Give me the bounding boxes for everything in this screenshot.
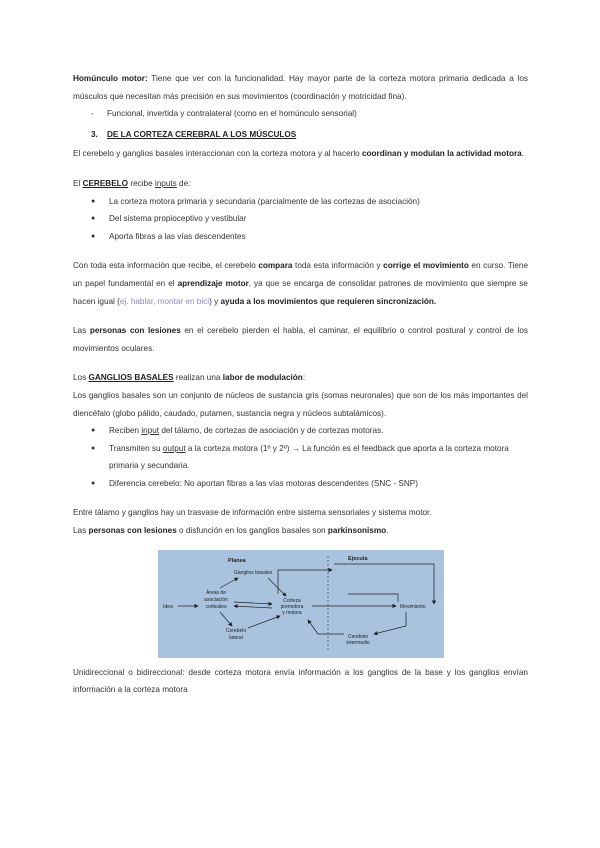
- cerebelo-bullet-list: [73, 193, 528, 246]
- text-span: El: [73, 178, 83, 188]
- node-ganglios-basales: Ganglios basales: [233, 569, 272, 576]
- text-span: .: [386, 526, 389, 536]
- text-span: en curso. Tiene un papel fundamental en el: [73, 261, 529, 288]
- text-span: .: [521, 149, 524, 159]
- spacer: [73, 357, 528, 369]
- text-span: o disfunción en los ganglios basales son: [176, 526, 328, 536]
- ganglios-bullet-list: [73, 422, 528, 492]
- bold-span: personas con lesiones: [89, 326, 181, 336]
- text-span: a la corteza motora (1º y 2º) → La función es el feedback que aporta a la corteza motora primaria y secundaria.: [109, 443, 509, 471]
- text-span: Las: [73, 526, 89, 536]
- bold-span: personas con lesiones: [88, 526, 177, 536]
- text-span: en el cerebelo pierden el habla, el caminar, el equilibrio o control postural y control de los movimientos oculares.: [73, 326, 528, 353]
- document-page: [73, 70, 528, 699]
- section-title: DE LA CORTEZA CEREBRAL A LOS MÚSCULOS: [107, 129, 297, 139]
- text-span: realizan una: [173, 373, 223, 383]
- node-cerebelo-lateral-line1: Cerebelo: [225, 627, 246, 634]
- inputs-term: inputs: [154, 178, 177, 188]
- node-cerebelo-intermedio-line1: Cerebelo: [347, 633, 368, 640]
- node-idea: Idea: [162, 603, 173, 610]
- list-item: - Funcional, invertida y contralateral (como en el homúnculo sensorial): [91, 105, 528, 123]
- paragraph-cerebelo-ganglios: [73, 145, 528, 163]
- paragraph-talamo: Entre tálamo y ganglios hay un trasvase de información entre sistema sensoriales y sistema motor.: [73, 508, 432, 518]
- node-corteza-line1: Corteza: [282, 597, 301, 604]
- diagram-svg: [158, 550, 444, 658]
- section-heading: [91, 126, 528, 144]
- text-span: del tálamo, de cortezas de asociación y de cortezas motoras.: [159, 426, 384, 436]
- text-span: recibe: [128, 178, 155, 188]
- node-areas-line3: corticales: [204, 603, 227, 610]
- label-ejecuta: Ejecuta: [347, 555, 368, 562]
- paragraph-direccional: Unidireccional o bidireccional: desde corteza motora envía información a los ganglios de la base y los ganglios envían información a la corteza motora: [73, 667, 528, 695]
- paragraph-lesiones-ganglios: [73, 522, 528, 540]
- text-span: Las: [73, 326, 90, 336]
- text-span: Los: [73, 373, 89, 383]
- node-cerebelo-lateral-line2: lateral: [228, 634, 243, 641]
- ganglios-term: GANGLIOS BASALES: [88, 373, 174, 383]
- spacer: [73, 310, 528, 322]
- node-areas-line2: asociación: [203, 596, 228, 603]
- spacer: [73, 245, 528, 257]
- list-item: [91, 422, 528, 440]
- cerebelo-term: CEREBELO: [82, 178, 129, 188]
- homunculo-text: Tiene que ver con la funcionalidad. Hay mayor parte de la corteza motora primaria dedicada a los músculos que necesitan más precisión en sus movimientos (coordinación y motricidad fina).: [73, 74, 528, 101]
- list-item: ● Del sistema propioceptivo y vestibular: [91, 210, 528, 228]
- dash-list: [73, 105, 528, 123]
- bold-span: compara: [258, 261, 293, 271]
- homunculo-term: Homúnculo motor:: [73, 74, 148, 83]
- list-item: [91, 440, 528, 475]
- text-span: Con toda esta información que recibe, el cerebelo: [73, 261, 259, 271]
- text-span: de:: [176, 178, 191, 188]
- node-areas-line1: Áreas de: [205, 589, 226, 596]
- spacer: [73, 492, 528, 504]
- paragraph-ganglios-intro: [73, 369, 528, 387]
- bold-span: labor de modulación: [222, 373, 303, 383]
- text-span: , ya que se encarga de consolidar patrones de movimiento que siempre se hacen igual (: [73, 278, 528, 306]
- node-cerebelo-intermedio-line2: intermedio: [345, 639, 370, 646]
- node-corteza-line3: y motora: [281, 609, 302, 616]
- text-span: ) y: [209, 296, 221, 306]
- input-term: input: [141, 426, 160, 436]
- example-text: ej. hablar, montar en bici: [119, 296, 210, 306]
- bold-span: ayuda a los movimientos que requieren sincronización.: [220, 296, 437, 306]
- text-span: Reciben: [109, 426, 142, 436]
- section-number: 3.: [91, 129, 98, 139]
- bold-span: aprendizaje motor: [177, 278, 249, 288]
- output-term: output: [162, 443, 186, 453]
- list-item: ● La corteza motora primaria y secundaria (parcialmente de las cortezas de asociación): [91, 193, 528, 211]
- node-movimiento: Movimiento: [399, 603, 426, 610]
- text-span: Transmiten su: [109, 443, 163, 453]
- text-span: toda esta información y: [292, 261, 384, 271]
- bold-span: corrige el movimiento: [383, 261, 469, 271]
- paragraph-cerebelo-funcion: [73, 257, 528, 310]
- paragraph-cerebelo-inputs: [73, 175, 528, 193]
- spacer: [73, 163, 528, 175]
- list-item: ● Diferencia cerebelo: No aportan fibras a las vías motoras descendentes (SNC - SNP): [91, 475, 528, 493]
- paragraph-ganglios-desc: Los ganglios basales son un conjunto de núcleos de sustancia gris (somas neuronales) que son de los más importantes del diencéfalo (globo pálido, caudado, putamen, sustancia negra y núcleos subtalámicos).: [73, 390, 528, 418]
- motor-control-diagram: [158, 550, 444, 658]
- paragraph-lesiones-cerebelo: [73, 322, 528, 357]
- paragraph-homunculo: [73, 70, 528, 105]
- text-span: :: [302, 373, 306, 383]
- list-item: ● Aporta fibras a las vías descendentes: [91, 228, 528, 246]
- text-span: El cerebelo y ganglios basales interaccionan con la corteza motora y al hacerlo: [73, 149, 362, 159]
- bold-span: parkinsonismo: [327, 526, 387, 536]
- node-corteza-line2: premotora: [280, 603, 303, 610]
- bold-span: coordinan y modulan la actividad motora: [362, 149, 522, 159]
- label-planea: Planea: [227, 557, 246, 564]
